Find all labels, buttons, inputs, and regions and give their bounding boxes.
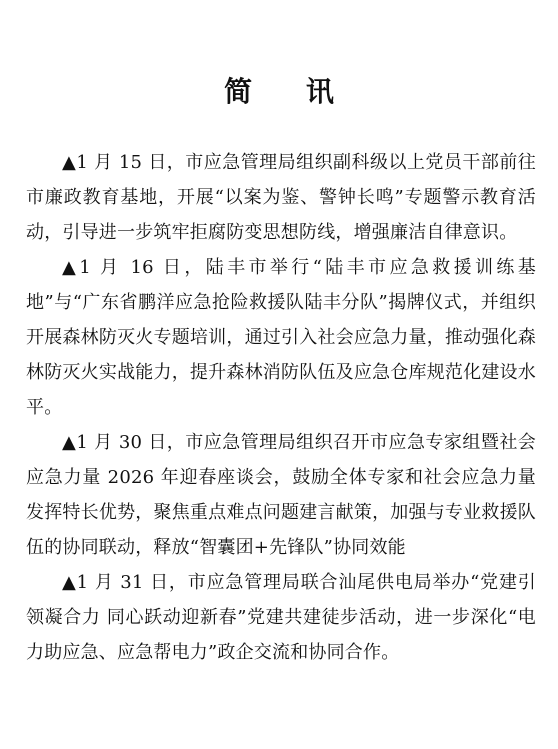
news-item-4: ▲1 月 31 日，市应急管理局联合汕尾供电局举办“党建引领凝合力 同心跃动迎新春”党建共建徒步活动，进一步深化“电力助应急、应急帮电力”政企交流和协同合作。 (26, 572, 536, 663)
news-brief-list (26, 145, 536, 670)
news-item-2: ▲1 月 16 日，陆丰市举行“陆丰市应急救援训练基地”与“广东省鹏洋应急抢险救援队陆丰分队”揭牌仪式，并组织开展森林防灭火专题培训，通过引入社会应急力量，推动强化森林防灭火实战能力，提升森林消防队伍及应急仓库规范化建设水平。 (26, 257, 536, 418)
news-item-3: ▲1 月 30 日，市应急管理局组织召开市应急专家组暨社会应急力量 2026 年迎春座谈会，鼓励全体专家和社会应急力量发挥特长优势，聚焦重点难点问题建言献策，加强与专业救援队伍的协同联动，释放“智囊团+先锋队”协同效能 (26, 432, 536, 558)
news-item-1: ▲1 月 15 日，市应急管理局组织副科级以上党员干部前往市廉政教育基地，开展“以案为鉴、警钟长鸣”专题警示教育活动，引导进一步筑牢拒腐防变思想防线，增强廉洁自律意识。 (26, 152, 536, 243)
page-title: 简 讯 (224, 75, 356, 108)
